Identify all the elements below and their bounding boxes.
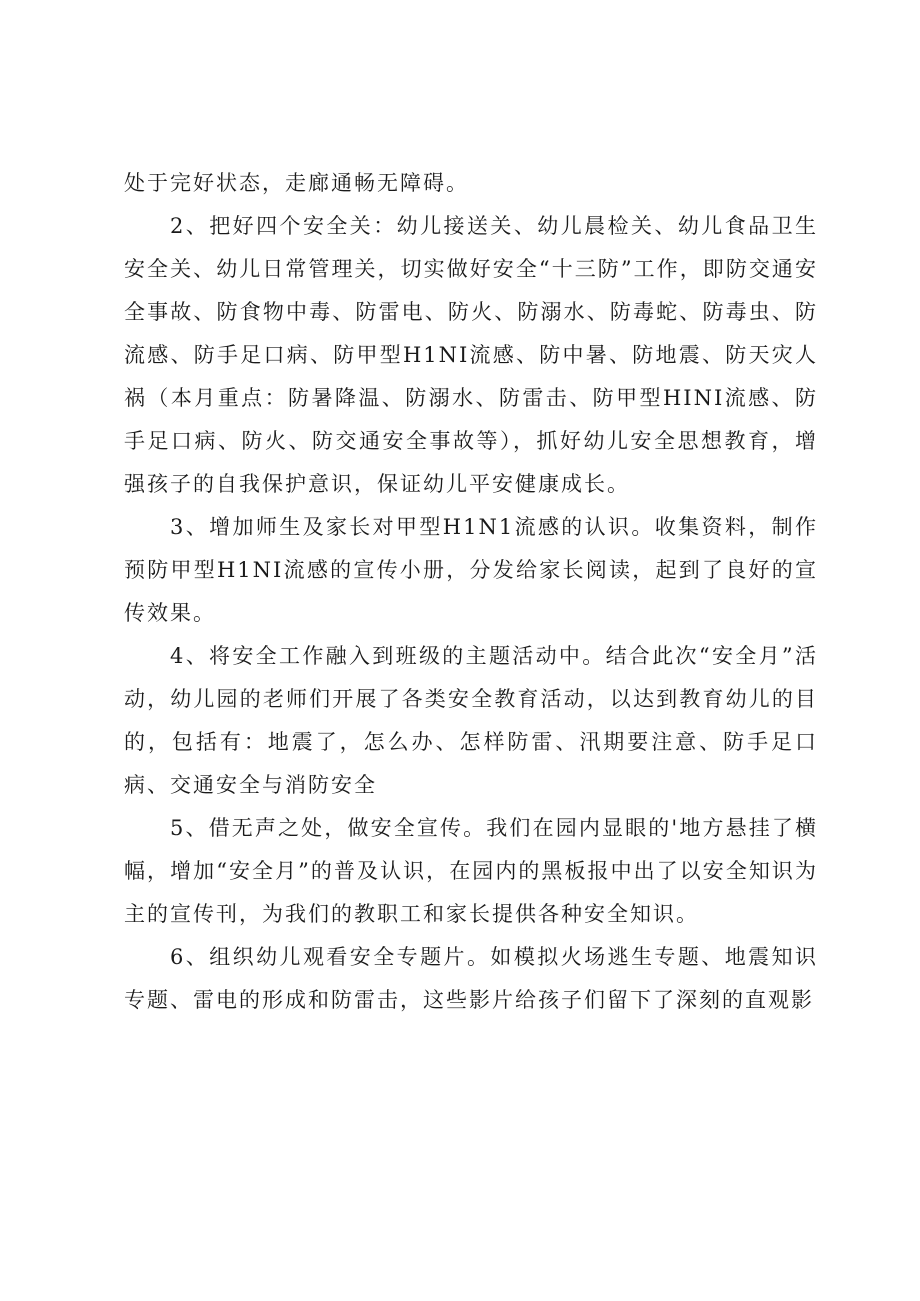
paragraph-item-2: 2、把好四个安全关：幼儿接送关、幼儿晨检关、幼儿食品卫生安全关、幼儿日常管理关，切实做好安全“十三防”工作，即防交通安全事故、防食物中毒、防雷电、防火、防溺水、防毒蛇、防毒虫、防流感、防手足口病、防甲型H1NI流感、防中暑、防地震、防天灾人祸（本月重点：防暑降温、防溺水、防雷击、防甲型HINI流感、防手足口病、防火、防交通安全事故等），抓好幼儿安全思想教育，增强孩子的自我保护意识，保证幼儿平安健康成长。 [124,214,818,496]
paragraph-item-4: 4、将安全工作融入到班级的主题活动中。结合此次“安全月”活动，幼儿园的老师们开展了各类安全教育活动，以达到教育幼儿的目的，包括有：地震了，怎么办、怎样防雷、汛期要注意、防手足口病、交通安全与消防安全 [124,644,818,797]
paragraph-item-5: 5、借无声之处，做安全宣传。我们在园内显眼的'地方悬挂了横幅，增加“安全月”的普及认识，在园内的黑板报中出了以安全知识为主的宣传刊，为我们的教职工和家长提供各种安全知识。 [124,816,818,926]
paragraph-item-6: 6、组织幼儿观看安全专题片。如模拟火场逃生专题、地震知识专题、雷电的形成和防雷击，这些影片给孩子们留下了深刻的直观影 [124,945,818,1012]
document-body [124,162,818,1022]
paragraph-continuation: 处于完好状态，走廊通畅无障碍。 [124,171,469,195]
paragraph-item-3: 3、增加师生及家长对甲型H1N1流感的认识。收集资料，制作预防甲型H1NI流感的宣传小册，分发给家长阅读，起到了良好的宣传效果。 [124,515,818,625]
